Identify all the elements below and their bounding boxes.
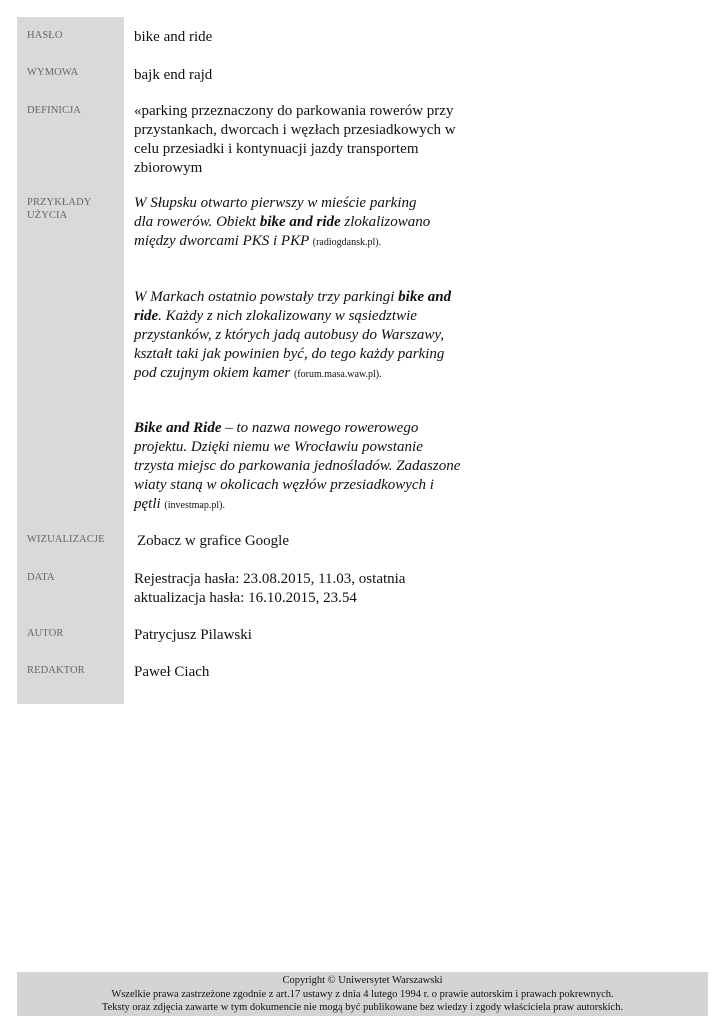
example-tail: .	[222, 500, 225, 511]
wymowa-value: bajk end rajd	[134, 67, 213, 83]
redaktor-value: Paweł Ciach	[134, 664, 210, 680]
footer-rights: Wszelkie prawa zastrzeżone zgodnie z art.17 ustawy z dnia 4 lutego 1994 r. o prawie autorskim i prawach pokrewnych.	[111, 988, 614, 1000]
definicja-value: «parking przeznaczony do parkowania rowerów przy przystankach, dworcach i węzłach przesiadkowych w celu przesiadki i kontynuacji jazdy transportem zbiorowym	[134, 103, 456, 176]
data-value: Rejestracja hasła: 23.08.2015, 11.03, ostatnia aktualizacja hasła: 16.10.2015, 23.54	[134, 571, 406, 606]
przyklady-label-line2: UŻYCIA	[27, 210, 68, 221]
wymowa-label: WYMOWA	[27, 67, 79, 78]
footer-usage-notice: Teksty oraz zdjęcia zawarte w tym dokumencie nie mogą być publikowane bez wiedzy i zgody właściciela praw autorskich.	[101, 1002, 624, 1013]
example-headword: bike and ride	[134, 289, 452, 324]
example-text: . Każdy z nich zlokalizowany w sąsiedztwie przystanków, z których jadą autobusy do Warszawy, kształt taki jak powinien być, do tego każdy parking pod czujnym okiem kamer	[134, 308, 445, 381]
haslo-value: bike and ride	[134, 29, 213, 45]
example-source: (investmap.pl)	[164, 500, 223, 511]
example-2	[134, 288, 456, 384]
example-headword: bike and ride	[259, 214, 341, 230]
przyklady-label-line1: PRZYKŁADY	[27, 197, 92, 208]
copyright-footer	[17, 972, 708, 1016]
definicja-label: DEFINICJA	[27, 105, 81, 116]
google-images-link[interactable]: Zobacz w grafice Google	[137, 533, 290, 549]
example-text: W Słupsku otwarto pierwszy w mieście parking dla rowerów. Obiekt	[134, 195, 417, 230]
example-source: (forum.masa.waw.pl)	[293, 369, 380, 380]
example-3	[134, 419, 464, 515]
wizualizacje-label: WIZUALIZACJE	[27, 534, 105, 545]
example-1	[134, 194, 434, 252]
autor-value: Patrycjusz Pilawski	[134, 627, 252, 643]
example-text: W Markach ostatnio powstały trzy parkingi	[134, 289, 399, 305]
autor-label: AUTOR	[27, 628, 64, 639]
haslo-label: HASŁO	[27, 30, 63, 41]
example-tail: .	[378, 237, 382, 248]
redaktor-label: REDAKTOR	[27, 665, 85, 676]
example-text: zlokalizowano między dworcami PKS i PKP	[134, 214, 431, 249]
przyklady-label	[27, 196, 122, 222]
example-text: – to nazwa nowego rowerowego projektu. Dzięki niemu we Wrocławiu powstanie trzysta miejsc do parkowania jednośladów. Zadaszone wiaty staną w okolicach węzłów przesiadkowych i pętli	[134, 420, 461, 512]
example-headword: Bike and Ride	[134, 420, 222, 436]
example-tail: .	[379, 369, 382, 380]
data-label: DATA	[27, 572, 55, 583]
example-source: (radiogdansk.pl)	[312, 237, 379, 248]
label-column	[17, 17, 124, 704]
footer-copyright: Copyright © Uniwersytet Warszawski	[282, 975, 443, 986]
